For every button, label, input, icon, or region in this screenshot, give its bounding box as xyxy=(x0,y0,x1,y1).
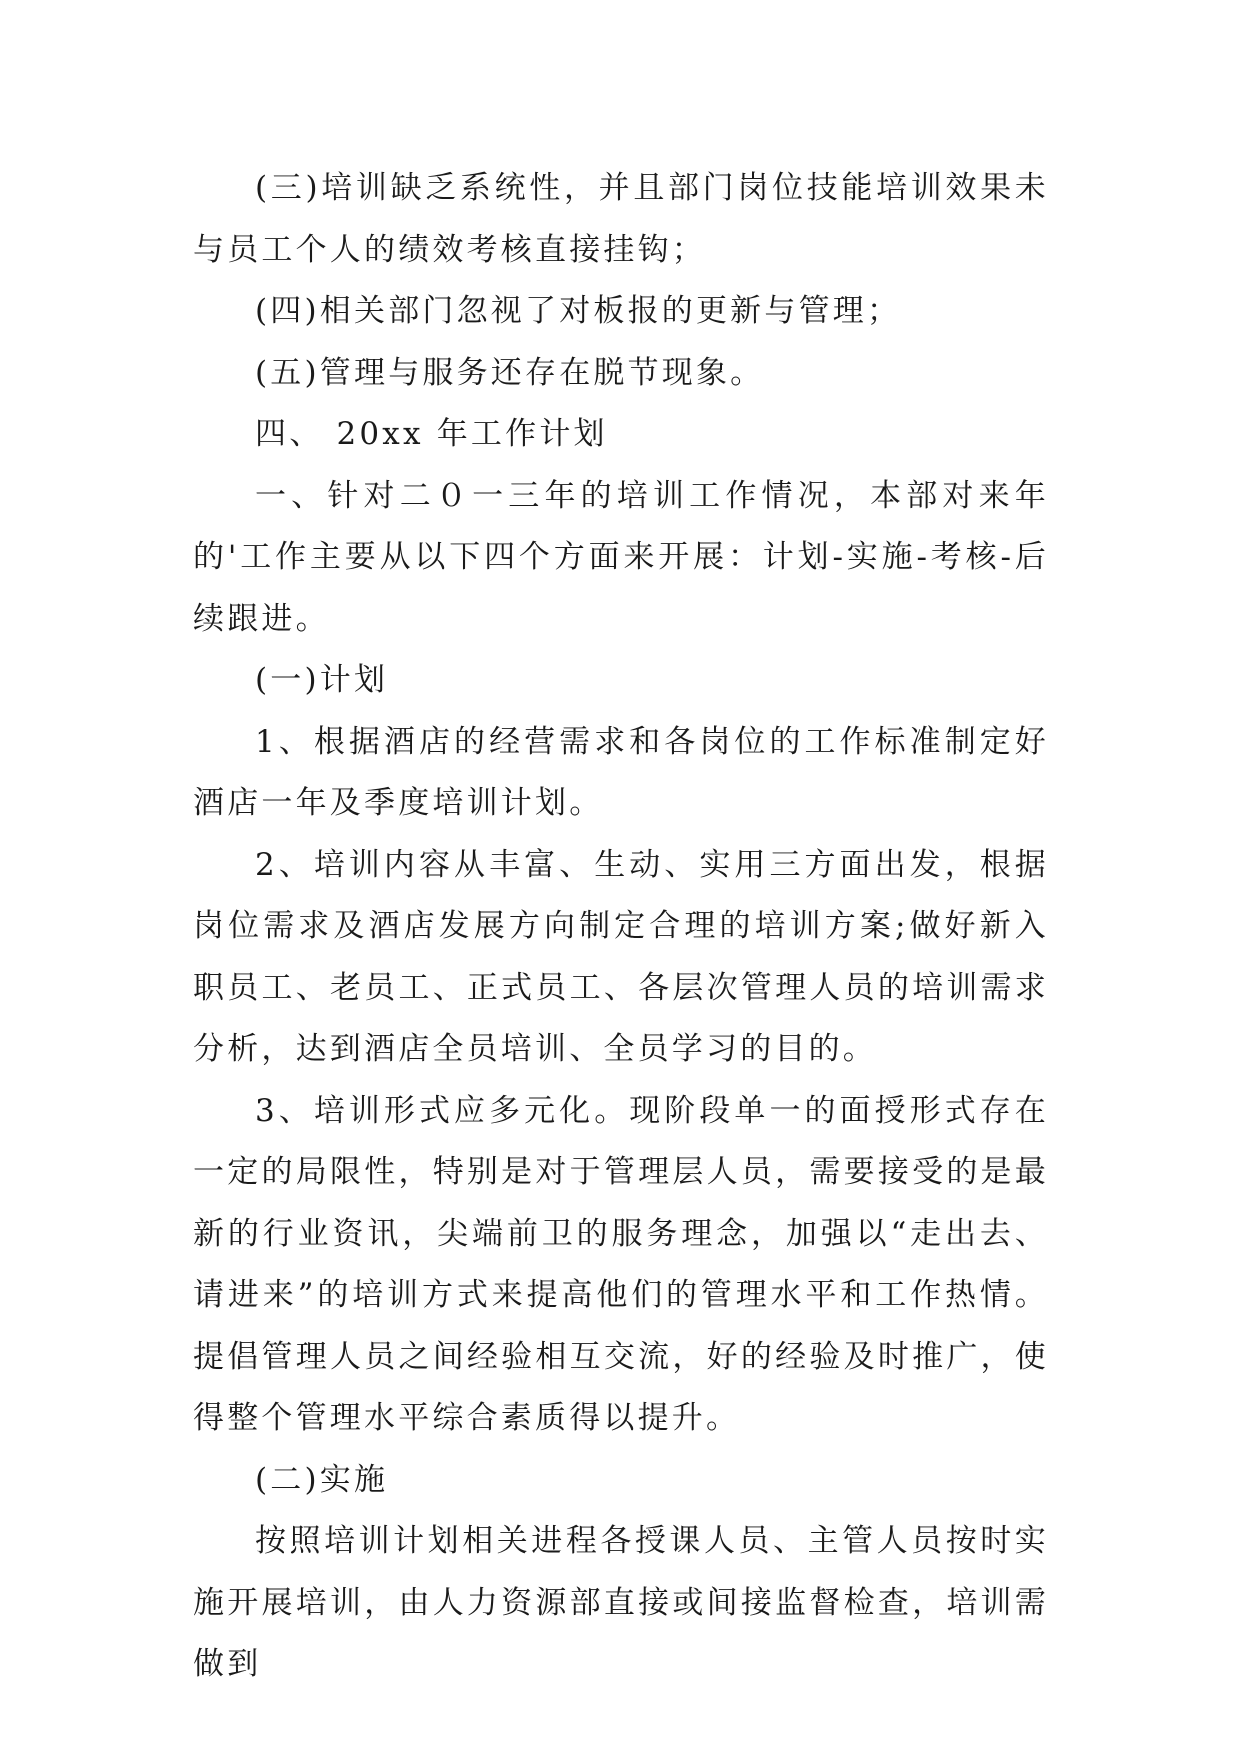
paragraph-issue-3: (三)培训缺乏系统性，并且部门岗位技能培训效果未与员工个人的绩效考核直接挂钩； xyxy=(193,170,1049,268)
paragraph-plan-intro: 一、针对二０一三年的培训工作情况，本部对来年的'工作主要从以下四个方面来开展：计划-实施-考核-后续跟进。 xyxy=(193,477,1049,637)
paragraph-issue-5: (五)管理与服务还存在脱节现象。 xyxy=(255,354,765,391)
subheading-implementation: (二)实施 xyxy=(255,1461,389,1498)
section-heading-work-plan: 四、 20xx 年工作计划 xyxy=(255,416,608,452)
paragraph-implementation: 按照培训计划相关进程各授课人员、主管人员按时实施开展培训，由人力资源部直接或间接监督检查，培训需做到 xyxy=(193,1523,1049,1682)
paragraph-plan-item-2: 2、培训内容从丰富、生动、实用三方面出发，根据岗位需求及酒店发展方向制定合理的培训方案;做好新入职员工、老员工、正式员工、各层次管理人员的培训需求分析，达到酒店全员培训、全员学习的目的。 xyxy=(193,846,1049,1067)
paragraph-plan-item-3: 3、培训形式应多元化。现阶段单一的面授形式存在一定的局限性，特别是对于管理层人员，需要接受的是最新的行业资讯，尖端前卫的服务理念，加强以“走出去、请进来”的培训方式来提高他们的管理水平和工作热情。提倡管理人员之间经验相互交流，好的经验及时推广，使得整个管理水平综合素质得以提升。 xyxy=(193,1092,1049,1436)
paragraph-issue-4: (四)相关部门忽视了对板报的更新与管理； xyxy=(255,293,902,329)
paragraph-plan-item-1: 1、根据酒店的经营需求和各岗位的工作标准制定好酒店一年及季度培训计划。 xyxy=(193,723,1049,821)
document-body xyxy=(193,158,1049,1696)
subheading-plan: (一)计划 xyxy=(255,662,389,698)
